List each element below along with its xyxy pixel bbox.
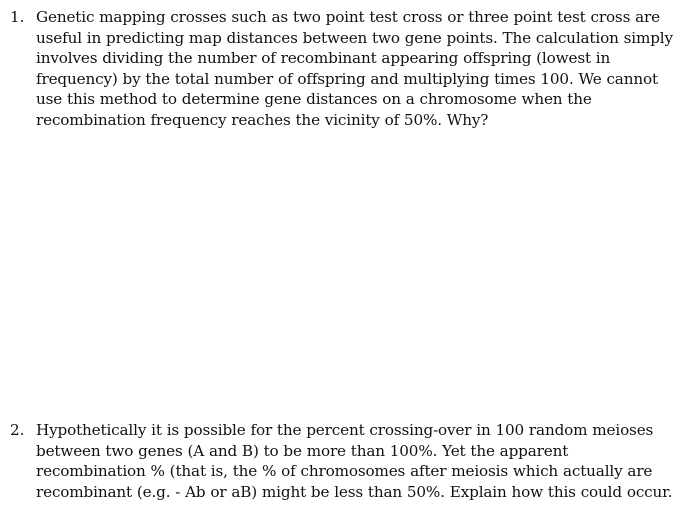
question-1-number: 1. — [10, 8, 25, 26]
question-1-line-1: Genetic mapping crosses such as two point test cross or three point test cross are — [36, 8, 660, 26]
question-1-line-6: recombination frequency reaches the vicinity of 50%. Why? — [36, 110, 489, 129]
question-2-line-2: between two genes (A and B) to be more than 100%. Yet the apparent — [36, 441, 569, 460]
question-2-line-4: recombinant (e.g. - Ab or aB) might be less than 50%. Explain how this could occur. — [36, 482, 673, 501]
question-2-number: 2. — [10, 421, 25, 439]
question-1-line-4: frequency) by the total number of offspring and multiplying times 100. We cannot — [36, 69, 658, 88]
question-2-text — [36, 420, 680, 502]
question-1-line-3: involves dividing the number of recombinant appearing offspring (lowest in — [36, 49, 611, 67]
question-1-line-2: useful in predicting map distances between two gene points. The calculation simply — [36, 28, 673, 47]
question-2-line-3: recombination % (that is, the % of chromosomes after meiosis which actually are — [36, 462, 653, 480]
question-1-text — [36, 7, 680, 130]
question-2 — [10, 420, 680, 502]
question-1-line-5: use this method to determine gene distances on a chromosome when the — [36, 90, 592, 108]
question-2-line-1: Hypothetically it is possible for the percent crossing-over in 100 random meioses — [36, 421, 654, 439]
question-1 — [10, 7, 680, 130]
